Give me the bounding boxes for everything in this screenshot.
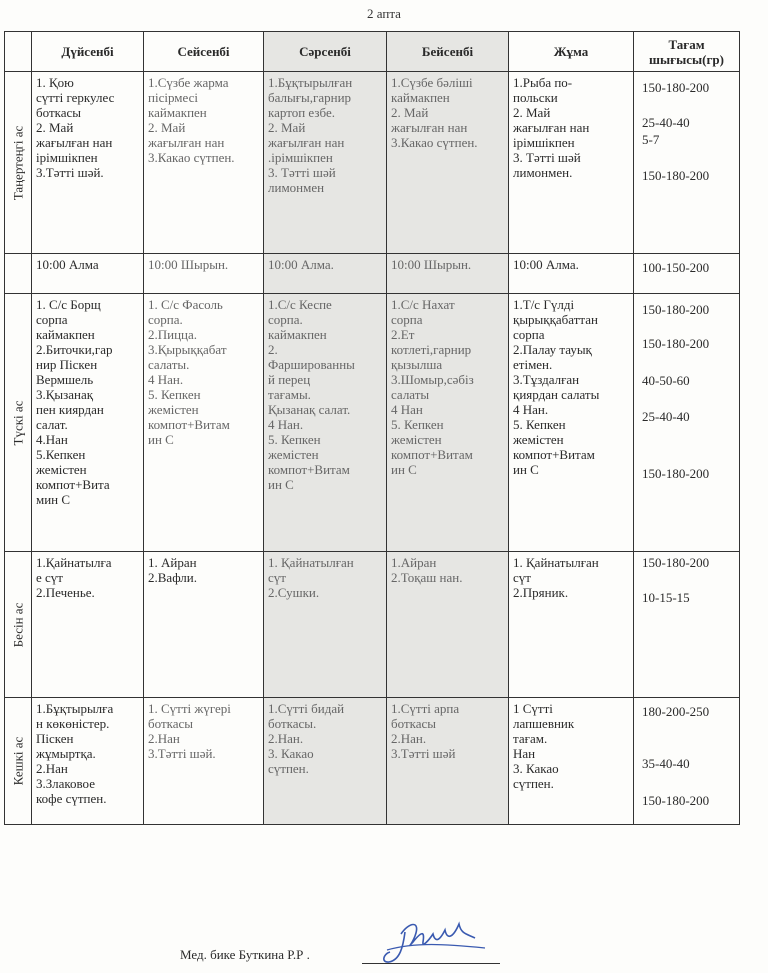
day-header: Жұма (509, 32, 634, 72)
day-header: Дүйсенбі (32, 32, 144, 72)
dish-line: 5. Кепкен (391, 417, 444, 432)
dish-cell (32, 552, 144, 698)
dish-line: жемістен (513, 432, 564, 447)
dish-line: 10:00 Шырын. (148, 257, 229, 272)
dish-line: 3.Тұздалған (513, 372, 580, 387)
dish-cell (32, 294, 144, 552)
dish-line: е сүт (36, 570, 63, 585)
dish-line: 1.Сүзбе бәліші (391, 75, 473, 90)
day-header: Сейсенбі (144, 32, 264, 72)
dish-line: компот+Витам (268, 462, 350, 477)
dish-line: 10:00 Алма. (513, 257, 579, 272)
dish-line: 4 Нан (391, 402, 423, 417)
dish-line: котлеті,гарнир (391, 342, 472, 357)
dish-line: боткасы (391, 716, 437, 731)
dish-line: жұмыртқа. (36, 746, 96, 761)
dish-line: лимонмен. (513, 165, 573, 180)
dish-line: сорпа (391, 312, 423, 327)
dish-line: 2.Пряник. (513, 585, 569, 600)
dish-line: 2.Ет (391, 327, 415, 342)
dish-line: каймакпен (36, 327, 95, 342)
dish-line: 2. Май (148, 120, 186, 135)
dish-line: 3. Какао (513, 761, 559, 776)
dish-line: 1.Қайнатылға (36, 555, 112, 570)
dish-line: Піскен (36, 731, 74, 746)
dish-line: 5. Кепкен (148, 387, 201, 402)
dish-line: каймакпен (268, 327, 327, 342)
meal-row (5, 552, 740, 698)
dish-line: 3. Тәтті шәй (513, 150, 581, 165)
dish-line: тағамы. (268, 387, 311, 402)
dish-cell (144, 294, 264, 552)
dish-cell (509, 254, 634, 294)
dish-line: мин С (36, 492, 71, 507)
dish-line: 2. Май (268, 120, 306, 135)
amount-value: 25-40-40 (642, 115, 690, 130)
dish-line: компот+Витам (513, 447, 595, 462)
dish-line: салаты (391, 387, 430, 402)
dish-line: 3.Злаковое (36, 776, 95, 791)
dish-line: 1. Қайнатылған (268, 555, 354, 570)
dish-line: 3.Тәтті шәй (391, 746, 456, 761)
dish-line: лапшевник (513, 716, 575, 731)
dish-line: 2.Пицца. (148, 327, 198, 342)
dish-line: сүтті геркулес (36, 90, 115, 105)
dish-line: сорпа. (148, 312, 183, 327)
dish-cell (509, 698, 634, 825)
meal-label-text: Түскі ас (10, 400, 26, 445)
meal-label-text: Бесін ас (10, 602, 26, 647)
amount-value: 150-180-200 (642, 466, 710, 481)
dish-line: ин С (268, 477, 294, 492)
dish-line: қызылша (391, 357, 443, 372)
dish-line: Нан (513, 746, 536, 761)
dish-line: жағылған нан (268, 135, 345, 150)
dish-line: 1.Бұқтырылған (268, 75, 353, 90)
day-header: Сәрсенбі (264, 32, 387, 72)
menu-table (4, 31, 740, 825)
amount-value: 150-180-200 (642, 302, 710, 317)
dish-line: 1. Қою (36, 75, 74, 90)
dish-line: 1. Сүтті жүгері (148, 701, 231, 716)
dish-line: балығы,гарнир (268, 90, 352, 105)
meal-label (5, 698, 32, 825)
dish-line: картоп езбе. (268, 105, 335, 120)
dish-line: ірімшікпен (36, 150, 98, 165)
amount-value: 150-180-200 (642, 336, 710, 351)
dish-line: 2.Печенье. (36, 585, 95, 600)
dish-line: 10:00 Шырын. (391, 257, 472, 272)
amount-header: Тағам шығысы(гр) (634, 32, 740, 72)
dish-line: кофе сүтпен. (36, 791, 107, 806)
dish-cell (264, 552, 387, 698)
dish-line: 2.Нан. (391, 731, 427, 746)
dish-line: сорпа (36, 312, 68, 327)
dish-cell (509, 552, 634, 698)
dish-line: боткасы (148, 716, 194, 731)
dish-line: Фаршированны (268, 357, 355, 372)
dish-line: ірімшікпен (513, 135, 575, 150)
dish-cell (32, 72, 144, 254)
dish-line: сүт (268, 570, 286, 585)
dish-cell (32, 698, 144, 825)
dish-line: ин С (148, 432, 174, 447)
dish-line: 2.Биточки,гар (36, 342, 113, 357)
dish-cell (387, 698, 509, 825)
dish-line: сорпа. (268, 312, 303, 327)
amount-value: 150-180-200 (642, 555, 710, 570)
dish-cell (144, 552, 264, 698)
meal-row (5, 254, 740, 294)
dish-line: 1.С/с Кеспе (268, 297, 332, 312)
signer-caption: Мед. бике Буткина Р.Р . (180, 947, 310, 962)
dish-line: 4.Нан (36, 432, 68, 447)
dish-line: 1.Т/с Гүлді (513, 297, 575, 312)
dish-line: жағылған нан (391, 120, 468, 135)
dish-line: жағылған нан (148, 135, 225, 150)
amount-value: 180-200-250 (642, 704, 710, 719)
page-title: 2 апта (367, 6, 401, 21)
dish-cell (509, 294, 634, 552)
amount-value: 100-150-200 (642, 260, 710, 275)
dish-cell (264, 294, 387, 552)
dish-line: 3.Шомыр,сәбіз (391, 372, 474, 387)
dish-line: 3.Какао сүтпен. (391, 135, 478, 150)
amount-value: 10-15-15 (642, 590, 690, 605)
dish-line: 2. (268, 342, 278, 357)
dish-cell (387, 552, 509, 698)
dish-line: 5. Кепкен (513, 417, 566, 432)
dish-line: қиярдан салаты (513, 387, 600, 402)
dish-cell (144, 254, 264, 294)
dish-line: лимонмен (268, 180, 325, 195)
dish-line: боткасы (36, 105, 82, 120)
meal-label-text: Таңертеңгі ас (10, 125, 26, 200)
dish-cell (387, 254, 509, 294)
dish-line: компот+Витам (148, 417, 230, 432)
dish-line: 3.Тәтті шәй. (148, 746, 216, 761)
amount-value: 150-180-200 (642, 168, 710, 183)
dish-line: 2. Май (36, 120, 74, 135)
dish-line: жемістен (268, 447, 319, 462)
dish-line: 2. Май (513, 105, 551, 120)
dish-line: ин С (391, 462, 417, 477)
dish-line: каймакпен (148, 105, 207, 120)
meal-row (5, 294, 740, 552)
dish-line: 1. Айран (148, 555, 197, 570)
meal-label (5, 552, 32, 698)
header-row (5, 32, 740, 72)
dish-line: сорпа (513, 327, 545, 342)
dish-line: 4 Нан. (513, 402, 549, 417)
dish-line: жемістен (36, 462, 87, 477)
dish-line: 2.Нан (36, 761, 68, 776)
dish-line: пісірмесі (148, 90, 198, 105)
dish-line: нир Піскен (36, 357, 98, 372)
dish-line: 3.Қырыққабат (148, 342, 227, 357)
dish-line: компот+Вита (36, 477, 110, 492)
dish-line: польски (513, 90, 558, 105)
dish-line: жемістен (391, 432, 442, 447)
dish-line: 3.Тәтті шәй. (36, 165, 104, 180)
dish-cell (144, 72, 264, 254)
meal-label (5, 254, 32, 294)
dish-cell (264, 698, 387, 825)
dish-line: Қызанақ салат. (268, 402, 351, 417)
dish-line: 1.С/с Нахат (391, 297, 455, 312)
dish-line: 2.Тоқаш нан. (391, 570, 463, 585)
dish-line: 2.Палау тауық (513, 342, 592, 357)
corner-cell (5, 32, 32, 72)
dish-line: 4 Нан. (268, 417, 304, 432)
dish-line: 3.Какао сүтпен. (148, 150, 235, 165)
dish-line: сүт (513, 570, 531, 585)
signature-line (362, 963, 500, 964)
amount-cell (634, 552, 740, 698)
dish-line: 1. С/с Борщ (36, 297, 101, 312)
amount-value: 150-180-200 (642, 793, 710, 808)
meal-row (5, 72, 740, 254)
dish-line: сүтпен. (513, 776, 554, 791)
amount-value: 150-180-200 (642, 80, 710, 95)
day-header: Бейсенбі (387, 32, 509, 72)
dish-line: 2.Вафли. (148, 570, 197, 585)
dish-cell (32, 254, 144, 294)
dish-line: 1. Қайнатылған (513, 555, 599, 570)
dish-line: 1.Сүтті арпа (391, 701, 460, 716)
dish-line: боткасы. (268, 716, 317, 731)
dish-line: 3. Какао (268, 746, 314, 761)
amount-cell (634, 294, 740, 552)
dish-cell (144, 698, 264, 825)
amount-value: 40-50-60 (642, 373, 690, 388)
amount-cell (634, 72, 740, 254)
dish-cell (509, 72, 634, 254)
dish-line: н көкөністер. (36, 716, 110, 731)
amount-cell (634, 698, 740, 825)
amount-value: 35-40-40 (642, 756, 690, 771)
dish-cell (387, 294, 509, 552)
dish-line: жағылған нан (513, 120, 590, 135)
dish-line: салаты. (148, 357, 190, 372)
dish-line: 10:00 Алма (36, 257, 99, 272)
dish-line: 3. Тәтті шәй (268, 165, 336, 180)
dish-line: етімен. (513, 357, 553, 372)
dish-line: 1.Рыба по- (513, 75, 573, 90)
dish-line: 1.Сүзбе жарма (148, 75, 229, 90)
dish-line: пен киярдан (36, 402, 104, 417)
dish-line: 1.Айран (391, 555, 437, 570)
dish-cell (264, 254, 387, 294)
dish-line: сүтпен. (268, 761, 309, 776)
meal-row (5, 698, 740, 825)
dish-line: 2.Нан. (268, 731, 304, 746)
amount-cell (634, 254, 740, 294)
meal-label (5, 72, 32, 254)
dish-line: 1 Сүтті (513, 701, 553, 716)
meal-label (5, 294, 32, 552)
dish-line: 2.Нан (148, 731, 180, 746)
dish-line: жағылған нан (36, 135, 113, 150)
dish-line: 2.Сушки. (268, 585, 320, 600)
dish-line: й перец (268, 372, 311, 387)
dish-line: ин С (513, 462, 539, 477)
dish-line: 10:00 Алма. (268, 257, 334, 272)
dish-line: тағам. (513, 731, 548, 746)
dish-line: .ірімшікпен (268, 150, 333, 165)
dish-line: компот+Витам (391, 447, 473, 462)
amount-value: 25-40-40 (642, 409, 690, 424)
dish-line: 3.Қызанақ (36, 387, 94, 402)
dish-line: 5.Кепкен (36, 447, 86, 462)
dish-cell (264, 72, 387, 254)
meal-label-text: Кешкі ас (10, 736, 26, 786)
amount-value: 5-7 (642, 132, 660, 147)
dish-line: салат. (36, 417, 68, 432)
dish-line: 4 Нан. (148, 372, 184, 387)
dish-line: 1.Сүтті бидай (268, 701, 345, 716)
dish-line: каймакпен (391, 90, 450, 105)
dish-line: Вермшель (36, 372, 94, 387)
dish-line: жемістен (148, 402, 199, 417)
dish-line: қырыққабаттан (513, 312, 598, 327)
dish-cell (387, 72, 509, 254)
dish-line: 1.Бұқтырылға (36, 701, 114, 716)
dish-line: 5. Кепкен (268, 432, 321, 447)
dish-line: 2. Май (391, 105, 429, 120)
dish-line: 1. С/с Фасоль (148, 297, 223, 312)
